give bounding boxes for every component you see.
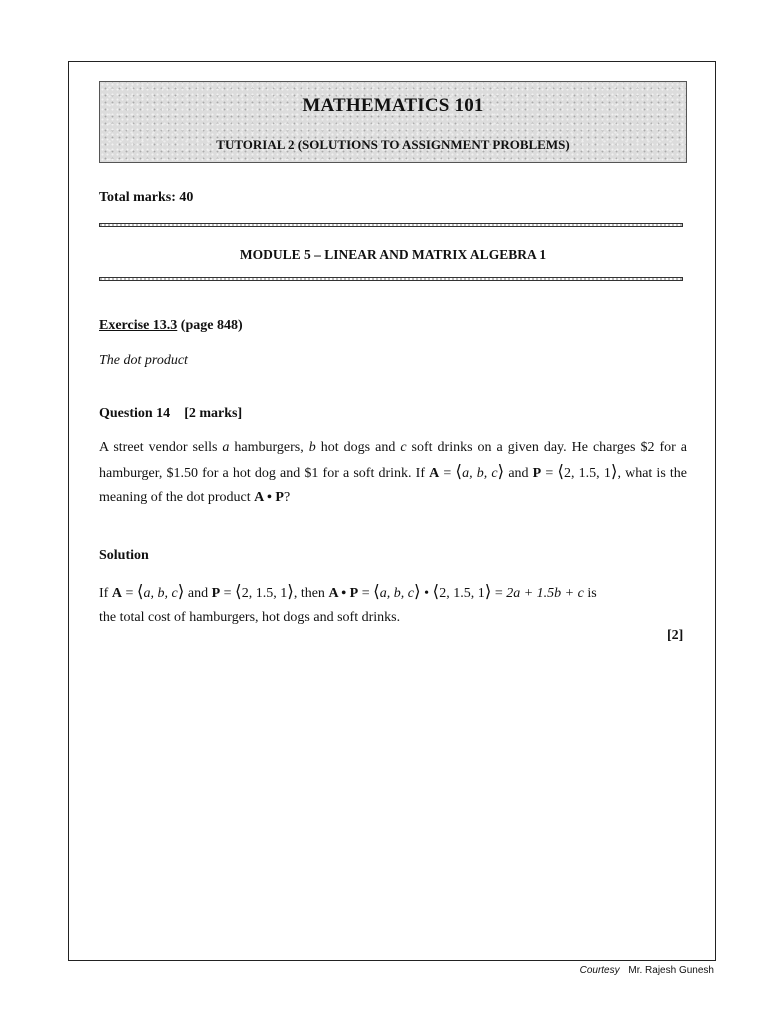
- question-text: [99, 436, 687, 510]
- solution-text-part: , then: [293, 586, 329, 601]
- vector-p-value: 2, 1.5, 1: [439, 586, 485, 601]
- equals: =: [491, 586, 507, 601]
- question-text-part: A street vendor sells: [99, 440, 223, 455]
- var-a: a: [222, 440, 230, 455]
- solution-marks: [2]: [667, 628, 684, 643]
- equals: =: [541, 466, 558, 481]
- vector-a-value: a, b, c: [379, 586, 414, 601]
- page-title: MATHEMATICS 101: [302, 95, 484, 116]
- vector-p-value: 2, 1.5, 1: [241, 586, 288, 601]
- angle-close: ⟩: [177, 582, 185, 601]
- question-text-part: hamburgers,: [229, 440, 309, 455]
- angle-open: ⟨: [557, 462, 565, 481]
- vector-a: A: [429, 466, 440, 481]
- dot-product-expression: A • P: [254, 490, 284, 505]
- and-word: and: [184, 586, 212, 601]
- angle-close: ⟩: [287, 582, 294, 601]
- question-label: Question 14: [99, 406, 171, 421]
- bullet-operator: •: [420, 586, 433, 601]
- exercise-page: (page 848): [180, 318, 243, 333]
- solution-line-1: [99, 580, 687, 606]
- question-heading: [99, 405, 242, 423]
- footer-author: Mr. Rajesh Gunesh: [628, 965, 714, 976]
- vector-p: P: [211, 586, 221, 601]
- question-text-part: hot dogs and: [315, 440, 401, 455]
- question-text-part: ?: [283, 490, 291, 505]
- page-subtitle: TUTORIAL 2 (SOLUTIONS TO ASSIGNMENT PROBLEMS): [216, 137, 570, 152]
- angle-open: ⟨: [373, 582, 380, 601]
- total-marks: Total marks: 40: [99, 190, 194, 205]
- module-title: MODULE 5 – LINEAR AND MATRIX ALGEBRA 1: [239, 247, 547, 262]
- var-b: b: [308, 440, 316, 455]
- angle-open: ⟨: [136, 582, 144, 601]
- exercise-topic: The dot product: [99, 353, 188, 368]
- solution-text-part: If: [99, 586, 112, 601]
- vector-a: A: [111, 586, 122, 601]
- angle-open: ⟨: [235, 582, 242, 601]
- exercise-heading: [99, 317, 243, 335]
- vector-a-value: a, b, c: [143, 586, 178, 601]
- solution-line-2: the total cost of hamburgers, hot dogs and soft drinks.: [99, 610, 401, 625]
- exercise-label: Exercise 13.3: [99, 318, 178, 333]
- equals: =: [220, 586, 236, 601]
- angle-close: ⟩: [484, 582, 492, 601]
- angle-open: ⟨: [455, 462, 463, 481]
- footer: [580, 965, 714, 976]
- solution-text-part: is: [583, 586, 597, 601]
- var-c: c: [400, 440, 407, 455]
- module-rule-top: [99, 223, 683, 227]
- dot-product-expression: A • P: [328, 586, 359, 601]
- question-marks: [2 marks]: [184, 406, 243, 421]
- title-box: [99, 81, 687, 163]
- angle-close: ⟩: [610, 462, 618, 481]
- vector-a-value: a, b, c: [462, 466, 498, 481]
- footer-courtesy: Courtesy: [579, 965, 620, 976]
- vector-p-value: 2, 1.5, 1: [564, 466, 611, 481]
- vector-p: P: [532, 466, 542, 481]
- angle-close: ⟩: [497, 462, 505, 481]
- question-text-part: soft drinks on a given day. He charges $2 for a hamburger, $1.50 for a hot dog and $1 for a soft drink. If: [99, 440, 687, 481]
- question-text-part: , what is the meaning of the dot product: [99, 466, 688, 505]
- angle-close: ⟩: [414, 582, 421, 601]
- equals: =: [358, 586, 374, 601]
- and-word: and: [504, 466, 533, 481]
- angle-open: ⟨: [432, 582, 440, 601]
- module-rule-bottom: [99, 277, 683, 281]
- equals: =: [439, 466, 456, 481]
- solution-heading: Solution: [99, 548, 149, 563]
- equals: =: [121, 586, 137, 601]
- solution-result: 2a + 1.5b + c: [506, 586, 584, 601]
